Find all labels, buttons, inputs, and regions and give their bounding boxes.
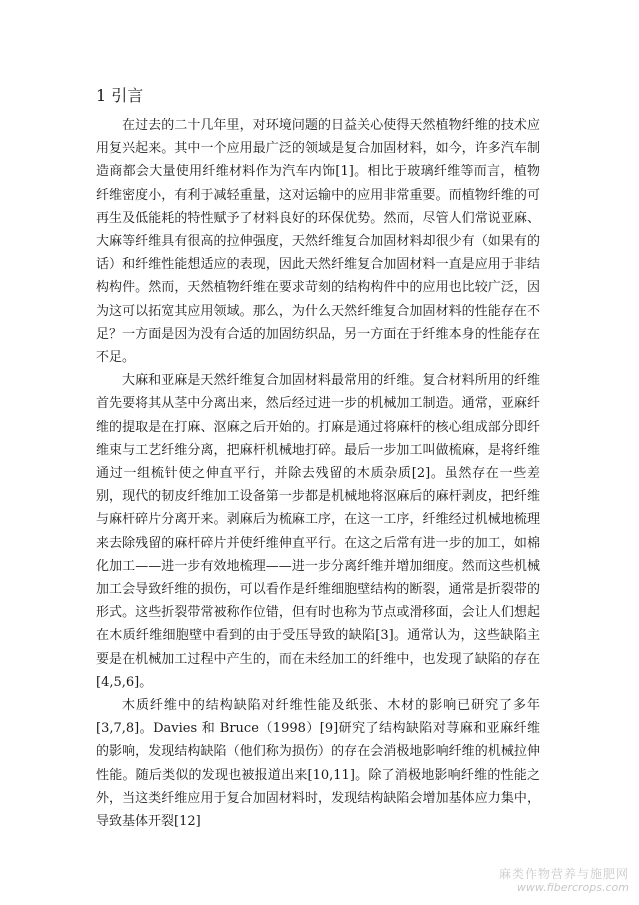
watermark-title: 麻类作物营养与施肥网 — [498, 867, 629, 881]
watermark — [499, 867, 629, 895]
paragraph-2: 大麻和亚麻是天然纤维复合加固材料最常用的纤维。复合材料所用的纤维首先要将其从茎中分离出来，然后经过进一步的机械加工制造。通常，亚麻纤维的提取是在打麻、沤麻之后开始的。打麻是通过将麻杆的核心组成部分即纤维束与工艺纤维分离，把麻杆机械地打碎。最后一步加工叫做梳麻，是将纤维通过一组梳针使之伸直平行，并除去残留的木质杂质[2]。虽然存在一些差别，现代的韧皮纤维加工设备第一步都是机械地将沤麻后的麻杆剥皮，把纤维与麻杆碎片分离开来。剥麻后为梳麻工序，在这一工序，纤维经过机械地梳理来去除残留的麻杆碎片并使纤维伸直平行。在这之后常有进一步的加工，如棉化加工——进一步有效地梳理——进一步分离纤维并增加细度。然而这些机械加工会导致纤维的损伤，可以看作是纤维细胞壁结构的断裂，通常是折裂带的形式。这些折裂带常被称作位错，但有时也称为节点或滑移面，会让人们想起在木质纤维细胞壁中看到的由于受压导致的缺陷[3]。通常认为，这些缺陷主要是在机械加工过程中产生的，而在未经加工的纤维中，也发现了缺陷的存在[4,5,6]。 — [96, 373, 540, 690]
paragraph-1: 在过去的二十几年里，对环境问题的日益关心使得天然植物纤维的技术应用复兴起来。其中一个应用最广泛的领域是复合加固材料，如今，许多汽车制造商都会大量使用纤维材料作为汽车内饰[1]。相比于玻璃纤维等而言，植物纤维密度小，有利于减轻重量，这对运输中的应用非常重要。而植物纤维的可再生及低能耗的特性赋予了材料良好的环保优势。然而，尽管人们常说亚麻、大麻等纤维具有很高的拉伸强度，天然纤维复合加固材料却很少有（如果有的话）和纤维性能想适应的表现，因此天然纤维复合加固材料一直是应用于非结构构件。然而，天然植物纤维在要求苛刻的结构构件中的应用也比较广泛，因为这可以拓宽其应用领域。那么，为什么天然纤维复合加固材料的性能存在不足？一方面是因为没有合适的加固纺织品，另一方面在于纤维本身的性能存在不足。 — [96, 118, 540, 366]
section-heading: 1 引言 — [96, 86, 144, 105]
watermark-url: www.fibercrops.com — [516, 881, 629, 894]
body-text — [96, 114, 540, 833]
paragraph-3: 木质纤维中的结构缺陷对纤维性能及纸张、木材的影响已研究了多年[3,7,8]。Davies 和 Bruce（1998）[9]研究了结构缺陷对荨麻和亚麻纤维的影响，发现结构缺陷（他们称为损伤）的存在会消极地影响纤维的机械拉伸性能。随后类似的发现也被报道出来[10,11]。除了消极地影响纤维的性能之外，当这类纤维应用于复合加固材料时，发现结构缺陷会增加基体应力集中，导致基体开裂[12] — [96, 698, 540, 830]
